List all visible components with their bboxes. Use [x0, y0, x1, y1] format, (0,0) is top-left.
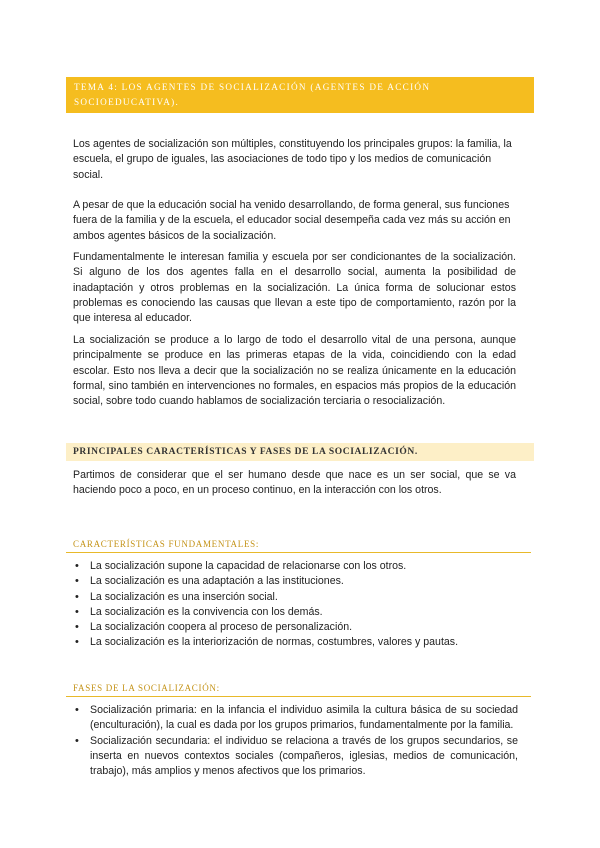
section-intro-paragraph: Partimos de considerar que el ser humano desde que nace es un ser social, que se va haciendo poco a poco, en un proceso continuo, en la interacción con los otros.: [73, 469, 516, 497]
intro-paragraph-2: A pesar de que la educación social ha venido desarrollando, de forma general, sus funciones fuera de la familia y de la escuela, el educador social desempeña cada vez más su acción en ambos agentes básicos de la socialización.: [73, 199, 511, 242]
subheading-phases: [66, 682, 531, 697]
list-item: • La socialización es una inserción social.: [73, 590, 518, 605]
list-item: • La socialización es la convivencia con los demás.: [73, 605, 518, 620]
list-item: • La socialización es una adaptación a las instituciones.: [73, 574, 518, 589]
list-item: • La socialización es la interiorización de normas, costumbres, valores y pautas.: [73, 635, 518, 650]
phases-list: [73, 703, 518, 779]
topic-title-banner: [66, 77, 534, 113]
list-item: • Socialización primaria: en la infancia el individuo asimila la cultura básica de su sociedad (enculturación), la cual es dada por los grupos primarios, fundamentalmente por la familia.: [73, 703, 518, 734]
topic-title: TEMA 4: LOS AGENTES DE SOCIALIZACIÓN (AGENTES DE ACCIÓN SOCIOEDUCATIVA).: [74, 82, 431, 107]
list-item: • La socialización coopera al proceso de personalización.: [73, 620, 518, 635]
subheading-characteristics: [66, 538, 531, 553]
intro-paragraph-3: Fundamentalmente le interesan familia y escuela por ser condicionantes de la socialización. Si alguno de los dos agentes falla en el desarrollo social, aumenta la posibilidad de inadaptación y otros problemas en la socialización. La única forma de solucionar estos problemas es conociendo las causas que llevan a este tipo de comportamiento, razón por la que interesa al educador.: [73, 251, 516, 325]
intro-paragraph-1: Los agentes de socialización son múltiples, constituyendo los principales grupos: la familia, la escuela, el grupo de iguales, las asociaciones de todo tipo y los medios de comunicación social.: [73, 138, 512, 181]
intro-paragraph-4: La socialización se produce a lo largo de todo el desarrollo vital de una persona, aunque principalmente se produce en las primeras etapas de la vida, coincidiendo con la edad escolar. Esto nos lleva a decir que la socialización no se realiza únicamente en la educación formal, sino también en intervenciones no formales, en espacios más propios de la educación social, sobre todo cuando hablamos de socialización terciaria o resocialización.: [73, 334, 516, 408]
section-heading-text: PRINCIPALES CARACTERÍSTICAS Y FASES DE LA SOCIALIZACIÓN.: [73, 447, 418, 457]
subheading-phases-text: FASES DE LA SOCIALIZACIÓN:: [73, 683, 220, 693]
characteristics-list: [73, 559, 518, 651]
list-item: • Socialización secundaria: el individuo se relaciona a través de los grupos secundarios, se inserta en nuevos contextos sociales (compañeros, iglesias, medios de comunicación, trabajo), más amplios y menos afectivos que los primarios.: [73, 734, 518, 780]
list-item: • La socialización supone la capacidad de relacionarse con los otros.: [73, 559, 518, 574]
section-heading-characteristics-phases: [66, 443, 534, 461]
subheading-characteristics-text: CARACTERÍSTICAS FUNDAMENTALES:: [73, 539, 260, 549]
